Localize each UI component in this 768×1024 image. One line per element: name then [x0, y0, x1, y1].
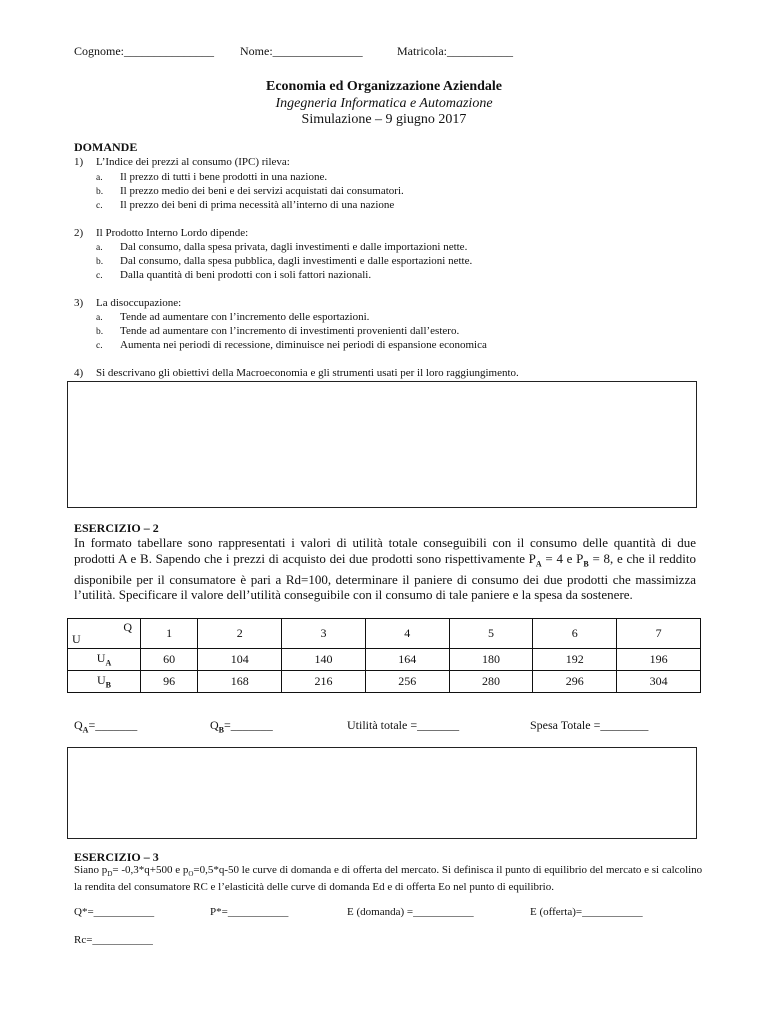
answer-qa — [74, 718, 137, 734]
option-letter: b. — [96, 257, 104, 267]
nome-field: Nome:_______________ — [240, 44, 363, 58]
question-1 — [74, 156, 290, 168]
table-cell: 60 — [141, 649, 198, 671]
question-number: 1) — [74, 156, 84, 168]
answer-utilita-totale: Utilità totale =_______ — [347, 718, 460, 732]
table-header-cell: 2 — [198, 619, 282, 649]
utility-table — [67, 618, 701, 693]
table-cell: 192 — [533, 649, 617, 671]
exam-date: Simulazione – 9 giugno 2017 — [301, 112, 467, 127]
option-2b — [96, 255, 472, 267]
answer-spesa-totale: Spesa Totale =________ — [530, 718, 649, 732]
answer-blank: =_______ — [224, 718, 273, 732]
subscript: A — [535, 559, 542, 569]
cognome-field: Cognome:_______________ — [74, 44, 214, 58]
table-row — [68, 649, 701, 671]
option-text: Dal consumo, dalla spesa privata, dagli investimenti e dalle importazioni nette. — [120, 241, 468, 253]
corner-u: U — [72, 632, 81, 646]
answer-rc: Rc=___________ — [74, 934, 153, 946]
option-letter: a. — [96, 173, 103, 183]
option-text: Dalla quantità di beni prodotti con i soli fattori nazionali. — [120, 269, 372, 281]
table-header-cell: 3 — [282, 619, 366, 649]
domande-heading: DOMANDE — [74, 140, 138, 154]
answer-p-star: P*=___________ — [210, 906, 289, 918]
text-part: = -0,3*q+500 e p — [112, 864, 189, 876]
text-part: In formato tabellare sono rappresentati i valori di utilità totale conseguibili con il consumo delle quantità di due prodotti A e B. Sapendo che i prezzi di acquisto dei due prodotti sono rispettivamente P — [74, 535, 696, 566]
option-2c — [96, 269, 371, 281]
answer-label: Q — [210, 718, 219, 732]
table-corner — [68, 619, 141, 649]
subscript: D — [107, 870, 113, 879]
answer-blank: =_______ — [88, 718, 138, 732]
table-cell: 256 — [365, 671, 449, 693]
text-part: = 4 e P — [541, 550, 584, 566]
question-text: Il Prodotto Interno Lordo dipende: — [96, 227, 249, 239]
course-title: Economia ed Organizzazione Aziendale — [265, 79, 503, 94]
subscript: O — [188, 870, 194, 879]
option-text: Il prezzo dei beni di prima necessità all’interno di una nazione — [120, 199, 395, 211]
option-letter: c. — [96, 271, 103, 281]
question-number: 3) — [74, 297, 84, 309]
subscript: B — [583, 559, 589, 569]
option-text: Dal consumo, dalla spesa pubblica, dagli investimenti e dalle esportazioni nette. — [120, 255, 473, 267]
question-3 — [74, 297, 181, 309]
answer-q-star: Q*=___________ — [74, 906, 155, 918]
answer-e-offerta: E (offerta)=___________ — [530, 906, 643, 918]
table-header-cell: 5 — [449, 619, 533, 649]
row-label — [68, 671, 141, 693]
row-label-text: U — [96, 651, 106, 666]
esercizio-3-text — [74, 864, 706, 894]
option-1a — [96, 171, 327, 183]
esercizio-3-heading: ESERCIZIO – 3 — [74, 850, 159, 864]
option-text: Il prezzo medio dei beni e dei servizi acquistati dai consumatori. — [120, 185, 404, 197]
table-header-cell: 6 — [533, 619, 617, 649]
course-subtitle: Ingegneria Informatica e Automazione — [275, 96, 493, 111]
option-2a — [96, 241, 467, 253]
option-letter: a. — [96, 243, 103, 253]
table-cell: 104 — [198, 649, 282, 671]
text-part: = 8, e che il reddito disponibile per il consumatore è pari a Rd=100, determinare il paniere di consumo dei due prodotti che massimizza l’utilità. Specificare il valore dell’utilità conseguibile con il consumo di tale paniere e la spesa da sostenere. — [74, 550, 696, 603]
option-letter: a. — [96, 313, 103, 323]
option-letter: c. — [96, 201, 103, 211]
option-letter: c. — [96, 341, 103, 351]
option-letter: b. — [96, 327, 104, 337]
subscript: B — [105, 680, 111, 690]
question-4 — [74, 367, 519, 379]
table-header-cell: 4 — [365, 619, 449, 649]
subscript: A — [82, 725, 89, 735]
option-text: Tende ad aumentare con l’incremento delle esportazioni. — [120, 311, 370, 323]
question-text: Si descrivano gli obiettivi della Macroeconomia e gli strumenti usati per il loro raggiungimento. — [96, 367, 519, 379]
subscript: A — [105, 658, 112, 668]
table-cell: 196 — [617, 649, 701, 671]
table-cell: 296 — [533, 671, 617, 693]
table-cell: 96 — [141, 671, 198, 693]
row-label — [68, 649, 141, 671]
matricola-field: Matricola:___________ — [397, 44, 513, 58]
answer-box-q4[interactable] — [67, 381, 697, 508]
option-text: Aumenta nei periodi di recessione, diminuisce nei periodi di espansione economica — [120, 339, 487, 351]
table-header-row — [68, 619, 701, 649]
esercizio-2-heading: ESERCIZIO – 2 — [74, 521, 159, 535]
option-text: Tende ad aumentare con l’incremento di investimenti provenienti dall’estero. — [120, 325, 460, 337]
corner-q: Q — [123, 620, 132, 634]
option-3a — [96, 311, 369, 323]
table-cell: 140 — [282, 649, 366, 671]
answer-e-domanda: E (domanda) =___________ — [347, 906, 474, 918]
option-1b — [96, 185, 404, 197]
table-header-cell: 7 — [617, 619, 701, 649]
option-text: Il prezzo di tutti i bene prodotti in una nazione. — [120, 171, 328, 183]
question-2 — [74, 227, 248, 239]
question-text: La disoccupazione: — [96, 297, 182, 309]
row-label-text: U — [96, 673, 106, 688]
table-cell: 216 — [282, 671, 366, 693]
table-cell: 304 — [617, 671, 701, 693]
esercizio-2-text — [74, 535, 696, 603]
question-number: 2) — [74, 227, 84, 239]
question-text: L’Indice dei prezzi al consumo (IPC) rileva: — [96, 156, 290, 168]
answer-label: Q — [74, 718, 83, 732]
table-cell: 280 — [449, 671, 533, 693]
table-header-cell: 1 — [141, 619, 198, 649]
option-3c — [96, 339, 487, 351]
subscript: B — [218, 725, 225, 735]
option-letter: b. — [96, 187, 104, 197]
option-1c — [96, 199, 394, 211]
answer-qb — [210, 718, 273, 734]
option-3b — [96, 325, 459, 337]
table-cell: 164 — [365, 649, 449, 671]
table-row — [68, 671, 701, 693]
text-part: =0,5*q-50 le curve di domanda e di offerta del mercato. Si definisca il punto di equilibrio del mercato e si calcolino la rendita del consumatore RC e l’elasticità delle curve di domanda Ed e di offerta Eo nel punto di equilibrio. — [74, 864, 703, 894]
answer-box-esercizio-2[interactable] — [67, 747, 697, 839]
question-number: 4) — [74, 367, 84, 379]
table-cell: 180 — [449, 649, 533, 671]
table-cell: 168 — [198, 671, 282, 693]
text-part: Siano p — [74, 864, 108, 876]
